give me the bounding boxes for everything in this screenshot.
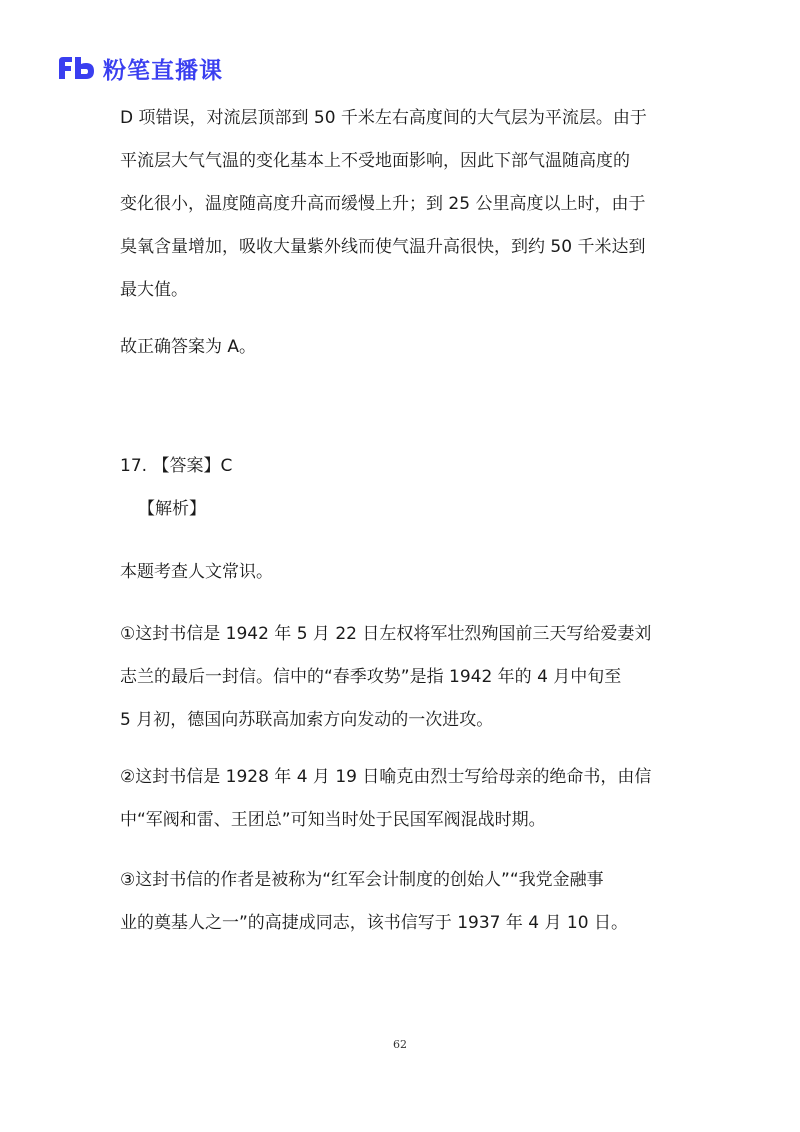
text-line: ②这封书信是 1928 年 4 月 19 日喻克由烈士写给母亲的绝命书，由信 (120, 767, 652, 787)
text-line: 最大值。 (120, 280, 188, 300)
text-line: 5 月初，德国向苏联高加索方向发动的一次进攻。 (120, 710, 494, 730)
header (57, 52, 223, 84)
q17-item-1 (120, 613, 700, 742)
q17-analysis-label (138, 488, 718, 531)
q17-item-3 (120, 859, 700, 945)
answer-heading: 17. 【答案】C (120, 456, 233, 476)
q17-item-2 (120, 756, 700, 842)
text-line: 变化很小，温度随高度升高而缓慢上升；到 25 公里高度以上时，由于 (120, 194, 646, 214)
q16-conclusion (120, 326, 700, 369)
text-line: D 项错误，对流层顶部到 50 千米左右高度间的大气层为平流层。由于 (120, 108, 647, 128)
page-number: 62 (393, 1038, 407, 1051)
text-line: 平流层大气气温的变化基本上不受地面影响，因此下部气温随高度的 (120, 151, 630, 171)
q17-intro (120, 551, 700, 594)
fb-logo-icon (57, 55, 97, 81)
text-line: 臭氧含量增加，吸收大量紫外线而使气温升高很快，到约 50 千米达到 (120, 237, 646, 257)
text-line: 志兰的最后一封信。信中的“春季攻势”是指 1942 年的 4 月中旬至 (120, 667, 622, 687)
text-line: ①这封书信是 1942 年 5 月 22 日左权将军壮烈殉国前三天写给爱妻刘 (120, 624, 652, 644)
q17-answer (120, 445, 700, 488)
text-line: 本题考查人文常识。 (120, 562, 273, 582)
brand-name: 粉笔直播课 (103, 57, 223, 84)
text-line: ③这封书信的作者是被称为“红军会计制度的创始人”“我党金融事 (120, 870, 604, 890)
q16-explanation (120, 97, 700, 312)
analysis-label: 【解析】 (138, 499, 206, 519)
text-line: 故正确答案为 A。 (120, 337, 257, 357)
text-line: 中“军阀和雷、王团总”可知当时处于民国军阀混战时期。 (120, 810, 546, 830)
text-line: 业的奠基人之一”的高捷成同志，该书信写于 1937 年 4 月 10 日。 (120, 913, 628, 933)
